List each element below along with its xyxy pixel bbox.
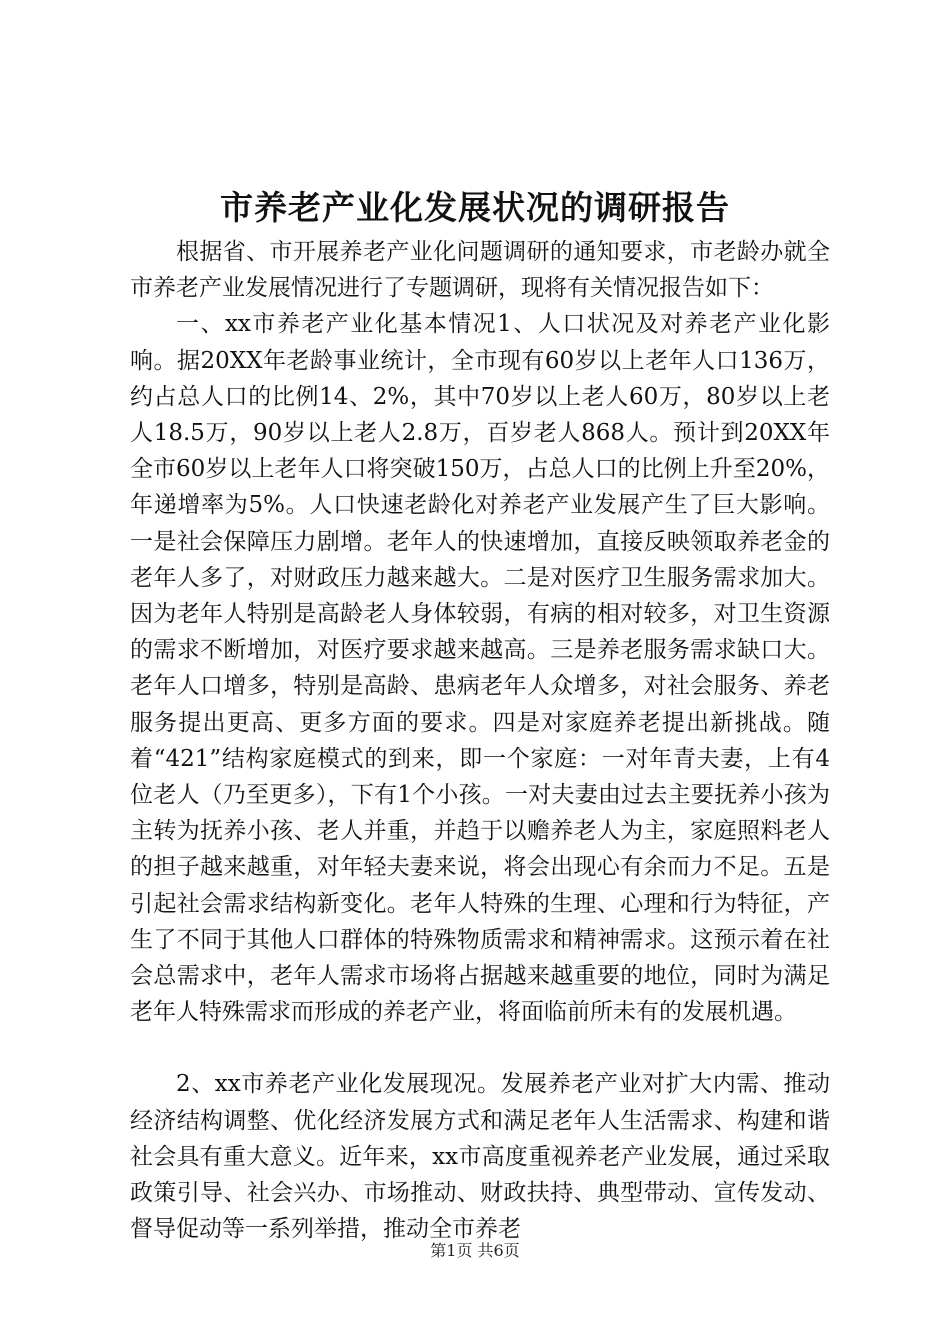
paragraph-basic-situation: 一、xx市养老产业化基本情况1、人口状况及对养老产业化影响。据20XX年老龄事业统计，全市现有60岁以上老年人口136万，约占总人口的比例14、2%，其中70岁以上老人60万，80岁以上老人18.5万，90岁以上老人2.8万，百岁老人868人。预计到20XX年全市60岁以上老年人口将突破150万，占总人口的比例上升至20%，年递增率为5%。人口快速老龄化对养老产业发展产生了巨大影响。一是社会保障压力剧增。老年人的快速增加，直接反映领取养老金的老年人多了，对财政压力越来越大。二是对医疗卫生服务需求加大。因为老年人特别是高龄老人身体较弱，有病的相对较多，对卫生资源的需求不断增加，对医疗要求越来越高。三是养老服务需求缺口大。老年人口增多，特别是高龄、患病老年人众增多，对社会服务、养老服务提出更高、更多方面的要求。四是对家庭养老提出新挑战。随着“421”结构家庭模式的到来，即一个家庭：一对年青夫妻，上有4位老人（乃至更多），下有1个小孩。一对夫妻由过去主要抚养小孩为主转为抚养小孩、老人并重，并趋于以赡养老人为主，家庭照料老人的担子越来越重，对年轻夫妻来说，将会出现心有余而力不足。五是引起社会需求结构新变化。老年人特殊的生理、心理和行为特征，产生了不同于其他人口群体的特殊物质需求和精神需求。这预示着在社会总需求中，老年人需求市场将占据越来越重要的地位，同时为满足老年人特殊需求而形成的养老产业，将面临前所未有的发展机遇。	[130, 311, 830, 1026]
document-body	[130, 234, 830, 1247]
paragraph-development-status: 2、xx市养老产业化发展现况。发展养老产业对扩大内需、推动经济结构调整、优化经济发展方式和满足老年人生活需求、构建和谐社会具有重大意义。近年来，xx市高度重视养老产业发展，通过采取政策引导、社会兴办、市场推动、财政扶持、典型带动、宣传发动、督导促动等一系列举措，推动全市养老	[130, 1071, 830, 1243]
paragraph-intro: 根据省、市开展养老产业化问题调研的通知要求，市老龄办就全市养老产业发展情况进行了专题调研，现将有关情况报告如下：	[130, 239, 830, 302]
page-number-footer: 第1页 共6页	[430, 1241, 520, 1260]
document-title: 市养老产业化发展状况的调研报告	[220, 188, 730, 227]
